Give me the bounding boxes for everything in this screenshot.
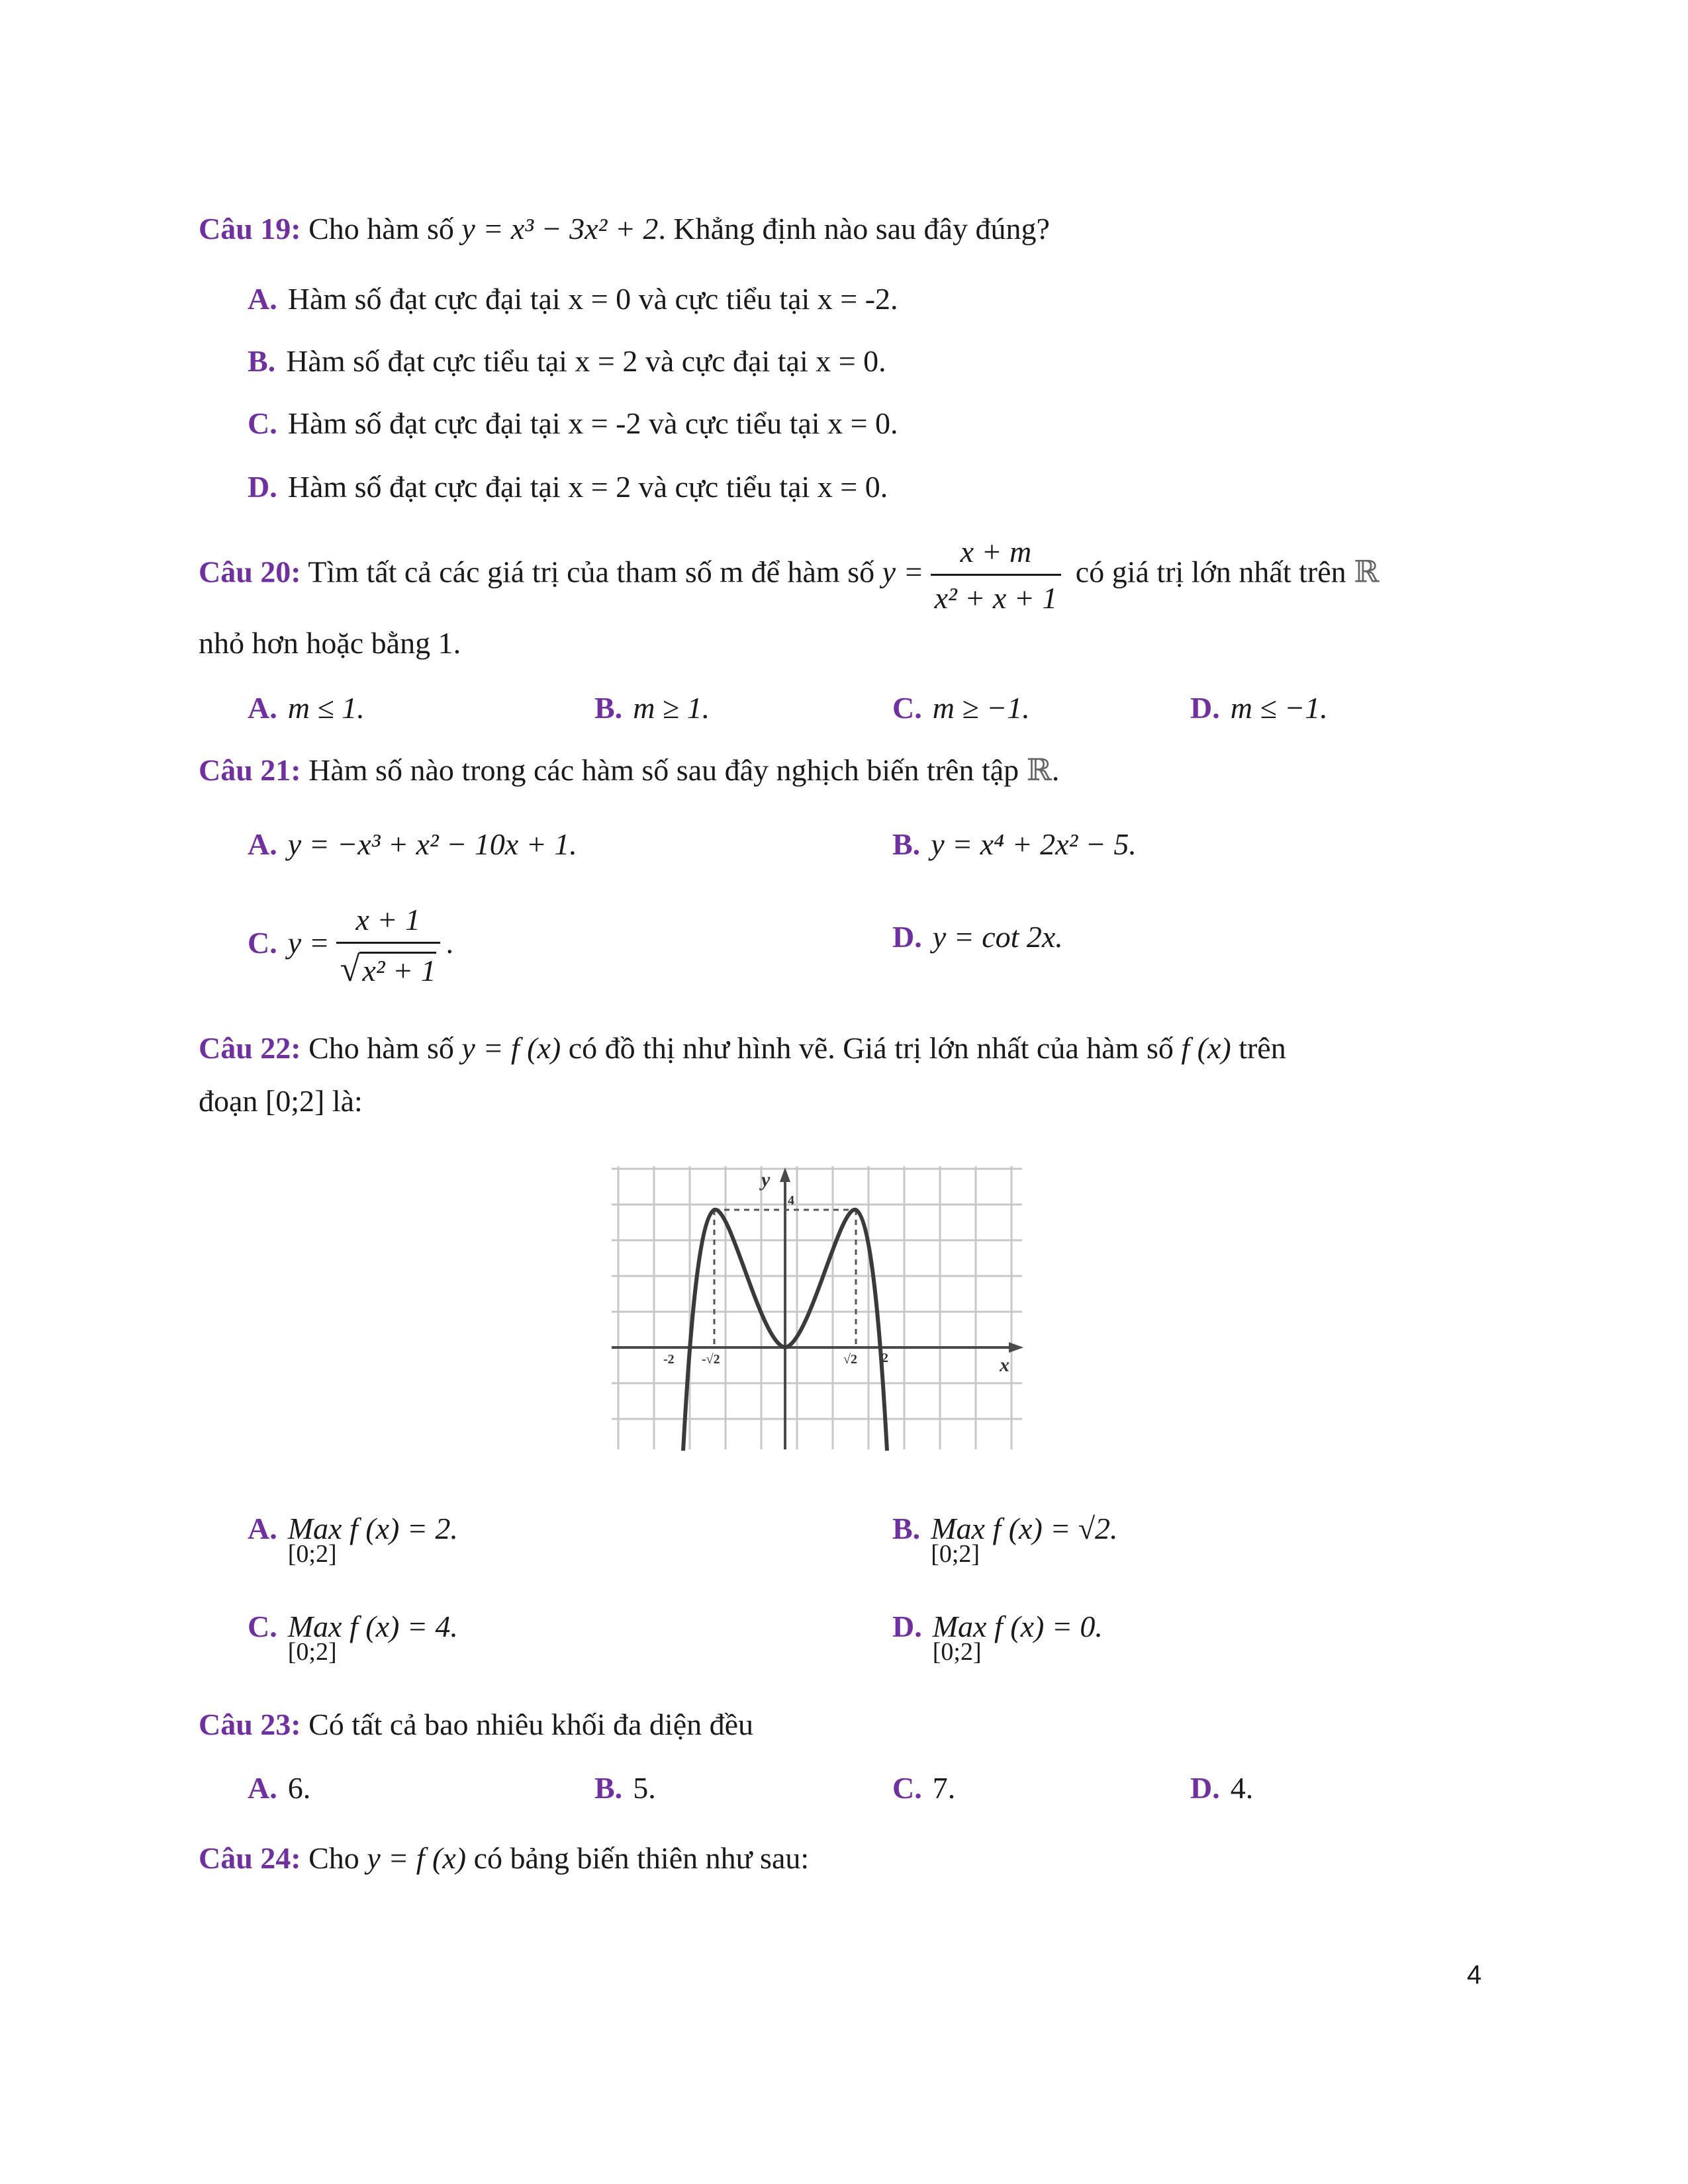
q21-option-c-letter: C. [248, 926, 277, 960]
q22-label: Câu 22: [199, 1031, 301, 1065]
q22-option-c-sub: [0;2] [287, 1638, 337, 1666]
q19-option-a-letter: A. [248, 282, 277, 316]
q21-option-b[interactable] [892, 826, 1137, 862]
q21-text: Hàm số nào trong các hàm số sau đây nghịch biến trên tập [308, 753, 1019, 787]
q22-option-b[interactable] [892, 1510, 1118, 1568]
q22-option-a-max-text: Max [287, 1512, 342, 1545]
q22-option-c-rest: f (x) = 4. [349, 1610, 458, 1643]
q22-option-c-max-text: Max [287, 1610, 342, 1643]
q23-option-a-text: 6. [287, 1771, 311, 1805]
q22-option-d-max [932, 1608, 987, 1666]
q22-option-c[interactable] [248, 1608, 458, 1666]
q22-text-line2: đoạn [0;2] là: [199, 1084, 363, 1118]
q22-text-post: trên [1239, 1031, 1286, 1065]
q21-label: Câu 21: [199, 753, 301, 787]
q20-text-pre: Tìm tất cả các giá trị của tham số m để hàm số [308, 555, 875, 589]
q22-option-d-max-text: Max [932, 1610, 987, 1643]
q23-option-a-letter: A. [248, 1771, 277, 1805]
graph-grid [612, 1166, 1022, 1449]
q20-stem [199, 533, 1379, 616]
q19-option-a-text: Hàm số đạt cực đại tại x = 0 và cực tiểu tại x = -2. [287, 282, 898, 316]
q22-graph [612, 1165, 1025, 1452]
q22-option-d[interactable] [892, 1608, 1103, 1666]
graph-x-tick-sqrt2: √2 [843, 1352, 857, 1367]
q23-label: Câu 23: [199, 1707, 301, 1741]
x-axis-arrow-icon [1009, 1342, 1023, 1353]
q20-option-d-text: m ≤ −1. [1230, 691, 1328, 725]
q23-option-b-letter: B. [594, 1771, 623, 1805]
q19-option-c[interactable] [248, 405, 898, 441]
q22-stem [199, 1030, 1286, 1066]
q20-option-d[interactable] [1190, 690, 1328, 726]
q19-text-post: . Khẳng định nào sau đây đúng? [658, 212, 1050, 246]
graph-x-tick-minus-sqrt2: -√2 [702, 1352, 720, 1367]
q23-option-c-text: 7. [932, 1771, 956, 1805]
q21-stem [199, 752, 1059, 788]
q22-option-a-sub: [0;2] [287, 1540, 337, 1568]
q21-option-b-letter: B. [892, 827, 921, 861]
q24-formula: y = f (x) [367, 1841, 467, 1875]
q22-option-b-letter: B. [892, 1512, 921, 1545]
q21-option-d-letter: D. [892, 920, 922, 954]
q21-real-set: ℝ [1026, 752, 1052, 788]
q22-option-a-max [287, 1510, 342, 1568]
q20-label: Câu 20: [199, 555, 301, 589]
q19-label: Câu 19: [199, 212, 301, 246]
q21-option-c-den [336, 944, 440, 991]
q20-y-eq: y = [882, 555, 924, 589]
q21-option-d-text: y = cot 2x. [932, 920, 1063, 954]
q23-stem [199, 1706, 753, 1743]
q21-option-b-text: y = x⁴ + 2x² − 5. [931, 827, 1137, 861]
q22-option-d-sub: [0;2] [932, 1638, 982, 1666]
q24-label: Câu 24: [199, 1841, 301, 1875]
q21-option-c[interactable] [248, 901, 454, 991]
q22-option-b-sub: [0;2] [931, 1540, 980, 1568]
q21-option-a-letter: A. [248, 827, 277, 861]
graph-x-label: x [1000, 1354, 1009, 1376]
q22-fx: f (x) [1181, 1031, 1231, 1065]
q21-option-c-end: . [446, 926, 455, 960]
q21-option-a[interactable] [248, 826, 577, 862]
q20-option-c-text: m ≥ −1. [932, 691, 1030, 725]
q20-real-set: ℝ [1354, 553, 1380, 590]
q22-option-a-letter: A. [248, 1512, 277, 1545]
q24-text-post: có bảng biến thiên như sau: [473, 1841, 810, 1875]
q23-option-b[interactable] [594, 1770, 656, 1806]
q19-option-c-text: Hàm số đạt cực đại tại x = -2 và cực tiểu tại x = 0. [287, 406, 898, 440]
graph-y-label: y [761, 1169, 771, 1191]
q19-option-b-text: Hàm số đạt cực tiểu tại x = 2 và cực đại tại x = 0. [286, 344, 886, 378]
sqrt-icon: √ [340, 949, 360, 989]
q19-option-b-letter: B. [248, 344, 276, 378]
graph-y-tick-4: 4 [788, 1193, 794, 1208]
q23-text: Có tất cả bao nhiêu khối đa diện đều [308, 1707, 754, 1741]
q20-frac-den: x² + x + 1 [934, 581, 1058, 615]
q19-text-pre: Cho hàm số [308, 212, 454, 246]
q21-option-c-y-eq: y = [287, 926, 330, 960]
q19-option-d-text: Hàm số đạt cực đại tại x = 2 và cực tiểu tại x = 0. [287, 470, 888, 504]
q22-text-mid: có đồ thị như hình vẽ. Giá trị lớn nhất của hàm số [568, 1031, 1174, 1065]
q20-option-a-text: m ≤ 1. [287, 691, 365, 725]
q22-option-c-letter: C. [248, 1610, 277, 1643]
q21-option-c-num: x + 1 [336, 901, 440, 944]
q22-option-d-rest: f (x) = 0. [994, 1610, 1103, 1643]
q19-option-d[interactable] [248, 469, 888, 505]
q19-option-b[interactable] [248, 343, 886, 379]
q20-option-b-text: m ≥ 1. [633, 691, 710, 725]
q22-text-pre: Cho hàm số [308, 1031, 454, 1065]
q21-end: . [1051, 753, 1060, 787]
q20-option-b[interactable] [594, 690, 710, 726]
q20-option-a[interactable] [248, 690, 365, 726]
q22-option-d-letter: D. [892, 1610, 922, 1643]
q19-stem [199, 210, 1050, 247]
q20-option-d-letter: D. [1190, 691, 1220, 725]
q19-option-a[interactable] [248, 281, 898, 317]
q23-option-d-letter: D. [1190, 1771, 1220, 1805]
q20-option-c-letter: C. [892, 691, 922, 725]
q23-option-d-text: 4. [1230, 1771, 1254, 1805]
q22-option-a-rest: f (x) = 2. [349, 1512, 458, 1545]
graph-x-tick-minus-2: -2 [663, 1352, 675, 1367]
q23-option-c[interactable] [892, 1770, 955, 1806]
q23-option-c-letter: C. [892, 1771, 922, 1805]
q20-frac-num: x + m [931, 533, 1062, 576]
q20-option-b-letter: B. [594, 691, 623, 725]
q20-text-line2: nhỏ hơn hoặc bằng 1. [199, 626, 461, 660]
q20-text-post: có giá trị lớn nhất trên [1075, 555, 1346, 589]
q21-option-c-den-root: x² + 1 [359, 952, 436, 987]
q24-text-pre: Cho [308, 1841, 359, 1875]
q22-formula: y = f (x) [461, 1031, 561, 1065]
q24-stem [199, 1840, 809, 1876]
q23-option-b-text: 5. [633, 1771, 656, 1805]
q20-fraction [931, 533, 1062, 616]
q23-option-d[interactable] [1190, 1770, 1253, 1806]
q22-option-b-rest: f (x) = √2. [992, 1512, 1118, 1545]
q22-option-a[interactable] [248, 1510, 458, 1568]
q21-option-c-fraction [336, 901, 440, 991]
q22-option-b-max [931, 1510, 985, 1568]
q19-formula: y = x³ − 3x² + 2 [461, 212, 659, 246]
q19-option-c-letter: C. [248, 406, 277, 440]
q21-option-d[interactable] [892, 919, 1063, 955]
q19-option-d-letter: D. [248, 470, 277, 504]
q20-option-c[interactable] [892, 690, 1030, 726]
graph-x-tick-2: 2 [882, 1351, 888, 1365]
q20-option-a-letter: A. [248, 691, 277, 725]
q21-option-a-text: y = −x³ + x² − 10x + 1. [287, 827, 577, 861]
q22-option-b-max-text: Max [931, 1512, 985, 1545]
q23-option-a[interactable] [248, 1770, 310, 1806]
page-number: 4 [1467, 1960, 1482, 1989]
q22-option-c-max [287, 1608, 342, 1666]
